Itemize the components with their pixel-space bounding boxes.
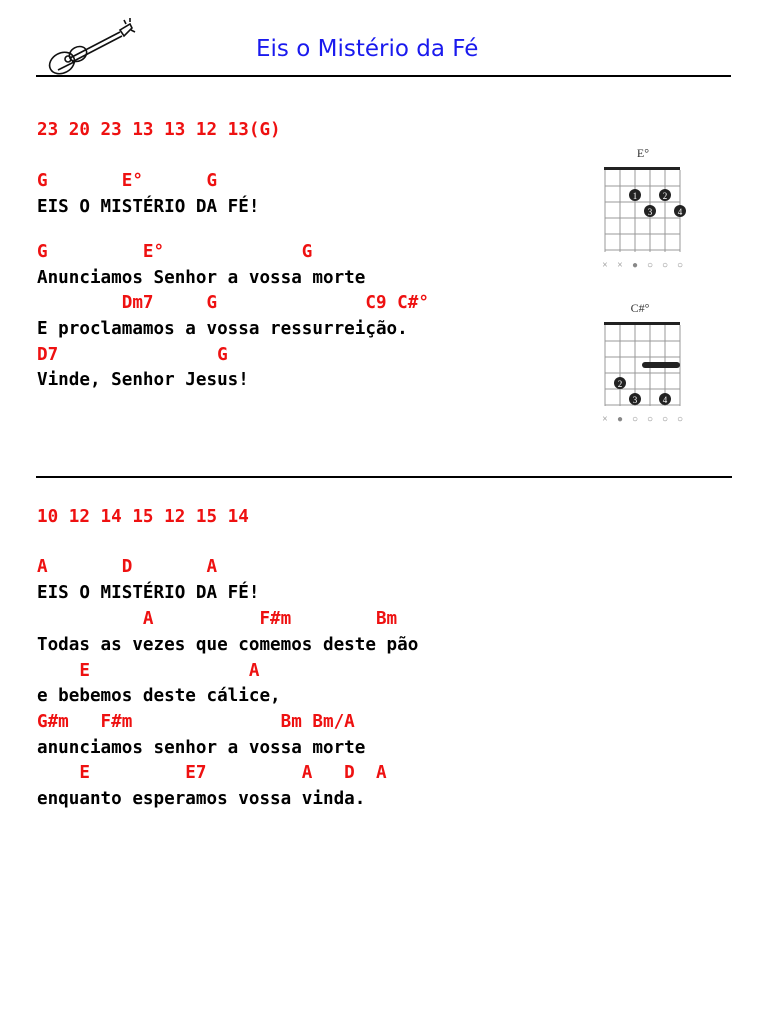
lyric-line: E proclamamos a vossa ressurreição. [37,319,408,339]
diagram-title: C#° [630,301,650,315]
svg-text:○: ○ [631,414,639,425]
chord-line: E A [37,661,260,681]
svg-text:2: 2 [617,379,623,389]
svg-text:○: ○ [661,414,669,425]
lyric-line: EIS O MISTÉRIO DA FÉ! [37,197,260,217]
chord-line: G E° G [37,242,313,262]
intro-tabs-1: 23 20 23 13 13 12 13(G) [37,120,281,140]
svg-text:○: ○ [676,414,684,425]
chord-line: G#m F#m Bm Bm/A [37,712,355,732]
svg-text:3: 3 [647,207,653,217]
lyric-line: e bebemos deste cálice, [37,686,281,706]
svg-text:○: ○ [661,260,669,271]
lyric-line: Todas as vezes que comemos deste pão [37,635,419,655]
lyric-line: anunciamos senhor a vossa morte [37,738,366,758]
lyric-line: Anunciamos Senhor a vossa morte [37,268,366,288]
svg-text:●: ● [616,414,624,425]
svg-text:×: × [602,414,608,425]
chord-line: A F#m Bm [37,609,398,629]
chord-line: A D A [37,557,218,577]
guitar-icon [40,18,136,80]
chord-line: G E° G [37,171,218,191]
svg-text:○: ○ [646,260,654,271]
svg-text:4: 4 [662,395,668,405]
section-divider [36,476,732,478]
svg-text:×: × [602,260,608,271]
lyric-line: enquanto esperamos vossa vinda. [37,789,366,809]
svg-text:2: 2 [662,191,668,201]
chord-line: E E7 A D A [37,763,387,783]
intro-tabs-2: 10 12 14 15 12 15 14 [37,507,249,527]
chord-line: D7 G [37,345,228,365]
diagram-title: E° [636,146,650,160]
chord-diagram-c-sharp-dim [592,296,694,431]
svg-text:3: 3 [632,395,638,405]
chord-diagram-e-dim [592,140,694,275]
svg-text:●: ● [631,260,639,271]
svg-text:4: 4 [677,207,683,217]
svg-text:○: ○ [676,260,684,271]
svg-text:1: 1 [632,191,638,201]
lyric-line: EIS O MISTÉRIO DA FÉ! [37,583,260,603]
chord-line: Dm7 G C9 C#° [37,293,429,313]
lyric-line: Vinde, Senhor Jesus! [37,370,249,390]
page-title: Eis o Mistério da Fé [256,36,479,62]
header-divider [36,75,731,77]
svg-text:×: × [617,260,623,271]
svg-text:○: ○ [646,414,654,425]
